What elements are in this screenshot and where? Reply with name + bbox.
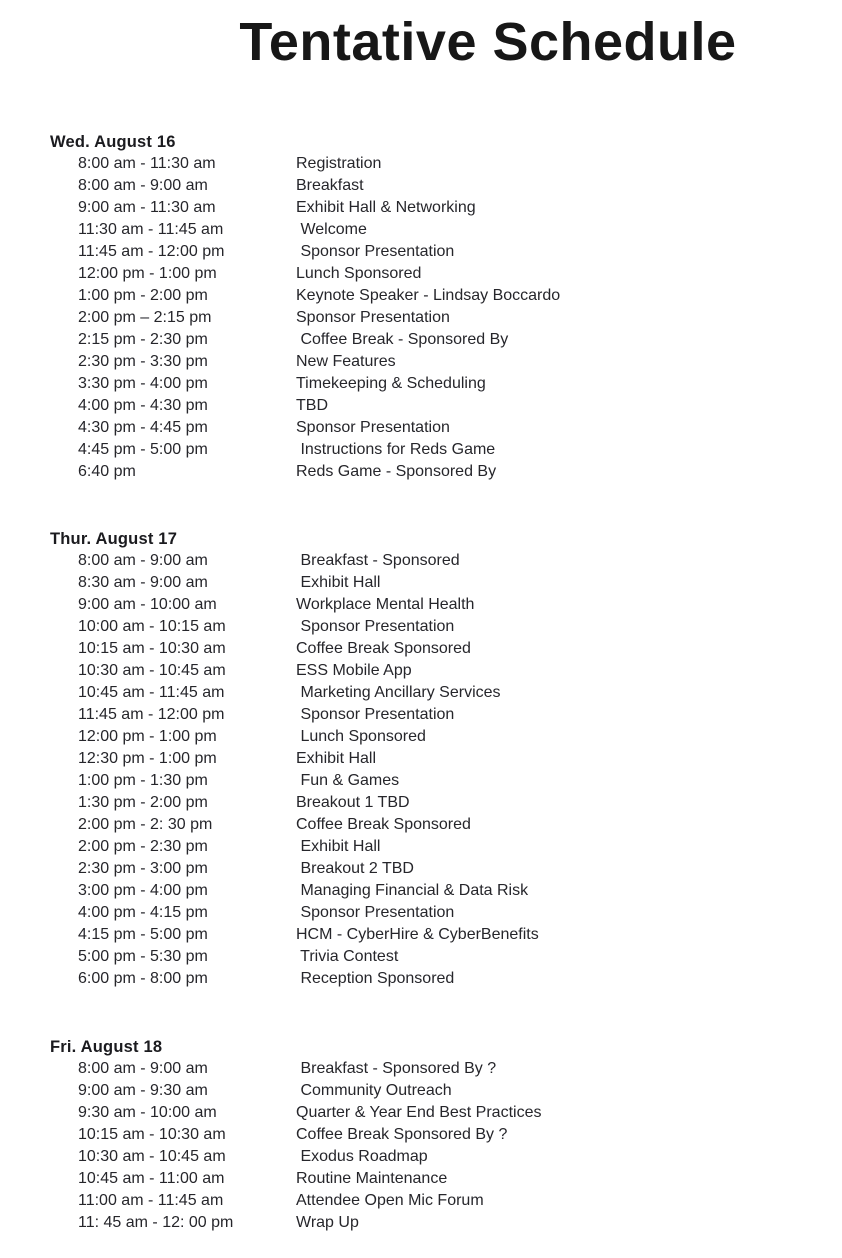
event-time: 8:00 am - 9:00 am	[78, 552, 208, 569]
schedule-row	[50, 1190, 842, 1212]
event-name: Exodus Roadmap	[296, 1148, 428, 1165]
event-time: 4:30 pm - 4:45 pm	[78, 419, 208, 436]
event-time: 3:30 pm - 4:00 pm	[78, 375, 208, 392]
event-name: Coffee Break Sponsored By ?	[296, 1126, 508, 1143]
schedule-row	[50, 1080, 842, 1102]
event-time: 6:00 pm - 8:00 pm	[78, 970, 208, 987]
event-name: Instructions for Reds Game	[296, 441, 496, 458]
schedule-row	[50, 550, 842, 572]
schedule-row	[50, 902, 842, 924]
page-header	[0, 14, 842, 70]
event-name: HCM - CyberHire & CyberBenefits	[296, 926, 539, 943]
schedule-row	[50, 1058, 842, 1080]
day-heading: Wed. August 16	[50, 133, 176, 151]
event-name: Fun & Games	[296, 772, 400, 789]
day-events	[50, 1058, 842, 1234]
event-name: Sponsor Presentation	[296, 618, 455, 635]
schedule-row	[50, 682, 842, 704]
schedule-row	[50, 351, 842, 373]
event-name: Coffee Break - Sponsored By	[296, 331, 509, 348]
event-time: 11: 45 am - 12: 00 pm	[78, 1214, 234, 1231]
event-name: Wrap Up	[296, 1214, 359, 1231]
schedule-row	[50, 836, 842, 858]
event-time: 12:30 pm - 1:00 pm	[78, 750, 217, 767]
schedule-row	[50, 417, 842, 439]
schedule-row	[50, 792, 842, 814]
day-section	[50, 528, 842, 990]
schedule-row	[50, 726, 842, 748]
schedule-row	[50, 1146, 842, 1168]
schedule-row	[50, 924, 842, 946]
day-events	[50, 153, 842, 483]
event-time: 2:30 pm - 3:00 pm	[78, 860, 208, 877]
event-time: 11:00 am - 11:45 am	[78, 1192, 224, 1209]
event-name: Quarter & Year End Best Practices	[296, 1104, 542, 1121]
event-time: 12:00 pm - 1:00 pm	[78, 728, 217, 745]
event-time: 8:00 am - 9:00 am	[78, 1060, 208, 1077]
event-time: 10:45 am - 11:45 am	[78, 684, 225, 701]
event-time: 4:15 pm - 5:00 pm	[78, 926, 208, 943]
schedule-row	[50, 1102, 842, 1124]
event-time: 4:00 pm - 4:30 pm	[78, 397, 208, 414]
day-heading: Thur. August 17	[50, 530, 178, 548]
event-name: Sponsor Presentation	[296, 419, 450, 436]
event-name: Trivia Contest	[296, 948, 399, 965]
schedule-row	[50, 1168, 842, 1190]
event-name: Timekeeping & Scheduling	[296, 375, 486, 392]
event-time: 1:00 pm - 1:30 pm	[78, 772, 208, 789]
schedule-row	[50, 329, 842, 351]
event-time: 10:15 am - 10:30 am	[78, 640, 226, 657]
schedule-row	[50, 175, 842, 197]
event-time: 3:00 pm - 4:00 pm	[78, 882, 208, 899]
event-time: 1:00 pm - 2:00 pm	[78, 287, 208, 304]
schedule-row	[50, 307, 842, 329]
event-name: Breakfast - Sponsored	[296, 552, 460, 569]
event-time: 8:00 am - 9:00 am	[78, 177, 208, 194]
event-time: 8:00 am - 11:30 am	[78, 155, 216, 172]
schedule-row	[50, 660, 842, 682]
event-time: 9:00 am - 10:00 am	[78, 596, 217, 613]
day-section	[50, 1036, 842, 1234]
event-time: 6:40 pm	[78, 463, 136, 480]
event-time: 9:30 am - 10:00 am	[78, 1104, 217, 1121]
event-name: Workplace Mental Health	[296, 596, 475, 613]
event-time: 12:00 pm - 1:00 pm	[78, 265, 217, 282]
event-time: 11:45 am - 12:00 pm	[78, 706, 225, 723]
schedule-row	[50, 616, 842, 638]
event-name: Exhibit Hall	[296, 838, 381, 855]
schedule-row	[50, 1212, 842, 1234]
schedule	[0, 131, 842, 1234]
schedule-row	[50, 748, 842, 770]
schedule-row	[50, 1124, 842, 1146]
event-time: 5:00 pm - 5:30 pm	[78, 948, 208, 965]
event-time: 11:30 am - 11:45 am	[78, 221, 224, 238]
event-name: Breakout 1 TBD	[296, 794, 410, 811]
event-name: Lunch Sponsored	[296, 728, 426, 745]
event-name: Routine Maintenance	[296, 1170, 448, 1187]
schedule-row	[50, 263, 842, 285]
event-time: 9:00 am - 9:30 am	[78, 1082, 208, 1099]
page-title: Tentative Schedule	[239, 12, 737, 72]
event-time: 4:45 pm - 5:00 pm	[78, 441, 208, 458]
event-name: Breakout 2 TBD	[296, 860, 414, 877]
event-name: Attendee Open Mic Forum	[296, 1192, 484, 1209]
schedule-row	[50, 770, 842, 792]
event-name: Welcome	[296, 221, 367, 238]
event-name: ESS Mobile App	[296, 662, 412, 679]
schedule-row	[50, 572, 842, 594]
event-time: 2:15 pm - 2:30 pm	[78, 331, 208, 348]
schedule-row	[50, 594, 842, 616]
schedule-row	[50, 153, 842, 175]
event-time: 4:00 pm - 4:15 pm	[78, 904, 208, 921]
event-time: 10:30 am - 10:45 am	[78, 1148, 226, 1165]
event-name: Marketing Ancillary Services	[296, 684, 501, 701]
event-time: 2:00 pm - 2: 30 pm	[78, 816, 213, 833]
schedule-row	[50, 197, 842, 219]
event-name: TBD	[296, 397, 328, 414]
event-time: 10:30 am - 10:45 am	[78, 662, 226, 679]
schedule-row	[50, 814, 842, 836]
event-name: Exhibit Hall	[296, 750, 377, 767]
schedule-row	[50, 946, 842, 968]
event-time: 2:30 pm - 3:30 pm	[78, 353, 208, 370]
day-section	[50, 131, 842, 483]
schedule-row	[50, 219, 842, 241]
event-name: Sponsor Presentation	[296, 309, 450, 326]
schedule-row	[50, 704, 842, 726]
event-name: Community Outreach	[296, 1082, 452, 1099]
schedule-row	[50, 461, 842, 483]
schedule-row	[50, 638, 842, 660]
event-name: Sponsor Presentation	[296, 904, 455, 921]
event-time: 9:00 am - 11:30 am	[78, 199, 216, 216]
schedule-row	[50, 373, 842, 395]
event-name: Registration	[296, 155, 382, 172]
event-time: 1:30 pm - 2:00 pm	[78, 794, 208, 811]
event-name: Sponsor Presentation	[296, 243, 455, 260]
event-name: Reception Sponsored	[296, 970, 455, 987]
event-time: 8:30 am - 9:00 am	[78, 574, 208, 591]
event-name: Exhibit Hall & Networking	[296, 199, 476, 216]
event-time: 2:00 pm - 2:30 pm	[78, 838, 208, 855]
event-time: 10:15 am - 10:30 am	[78, 1126, 226, 1143]
schedule-row	[50, 858, 842, 880]
event-time: 10:45 am - 11:00 am	[78, 1170, 225, 1187]
schedule-row	[50, 968, 842, 990]
event-name: Breakfast - Sponsored By ?	[296, 1060, 497, 1077]
event-time: 11:45 am - 12:00 pm	[78, 243, 225, 260]
event-name: Keynote Speaker - Lindsay Boccardo	[296, 287, 561, 304]
event-name: Exhibit Hall	[296, 574, 381, 591]
schedule-row	[50, 395, 842, 417]
schedule-row	[50, 285, 842, 307]
event-name: Sponsor Presentation	[296, 706, 455, 723]
schedule-row	[50, 241, 842, 263]
event-name: Reds Game - Sponsored By	[296, 463, 497, 480]
event-name: Coffee Break Sponsored	[296, 640, 471, 657]
event-time: 10:00 am - 10:15 am	[78, 618, 226, 635]
event-name: Breakfast	[296, 177, 364, 194]
event-name: New Features	[296, 353, 396, 370]
event-name: Coffee Break Sponsored	[296, 816, 471, 833]
event-name: Managing Financial & Data Risk	[296, 882, 529, 899]
day-events	[50, 550, 842, 990]
schedule-row	[50, 439, 842, 461]
schedule-row	[50, 880, 842, 902]
day-heading: Fri. August 18	[50, 1038, 163, 1056]
event-name: Lunch Sponsored	[296, 265, 422, 282]
event-time: 2:00 pm – 2:15 pm	[78, 309, 212, 326]
